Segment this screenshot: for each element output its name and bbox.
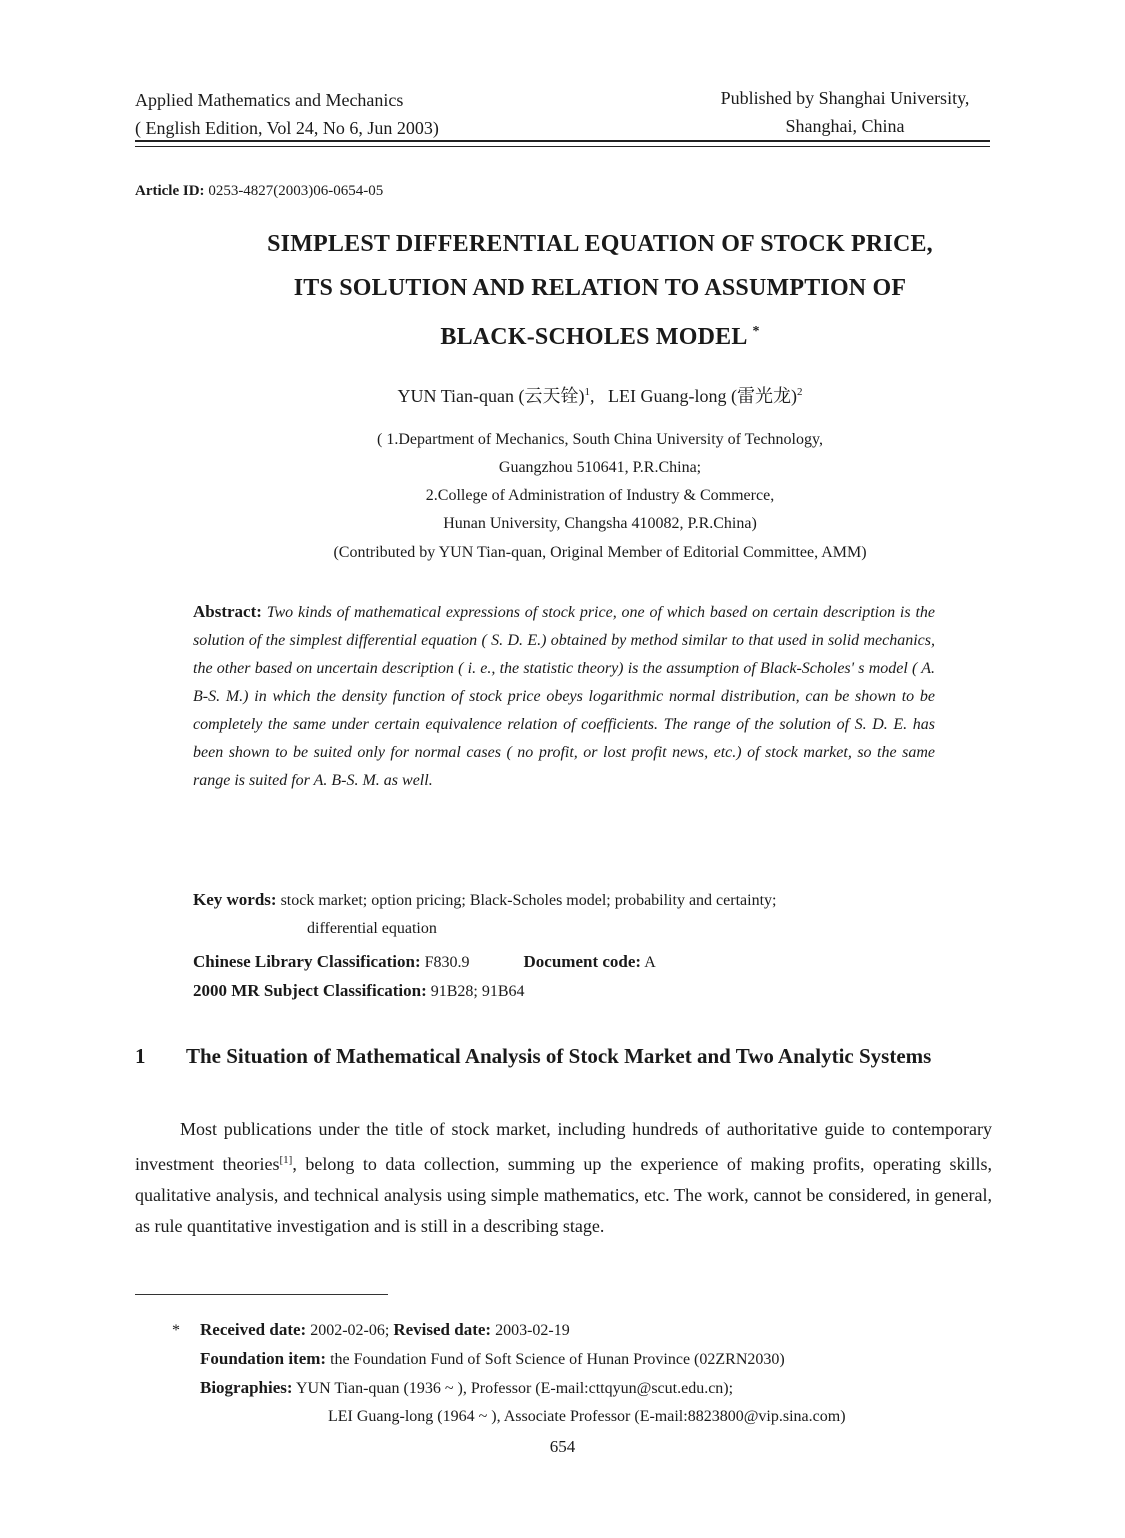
doc-code-value: A xyxy=(644,954,656,971)
affiliations xyxy=(135,426,1065,538)
revised-label: Revised date: xyxy=(393,1320,492,1339)
title-line-3-text: BLACK-SCHOLES MODEL xyxy=(440,324,747,350)
publisher-info xyxy=(680,84,1010,140)
paragraph-text-1: Most publications under the title of stock market, including hundreds of authoritative guide to contemporary investment theories xyxy=(135,1119,992,1174)
classification xyxy=(193,948,973,1006)
contributed-by: (Contributed by YUN Tian-quan, Original Member of Editorial Committee, AMM) xyxy=(333,544,867,561)
author-separator: , xyxy=(590,386,595,406)
journal-edition: ( English Edition, Vol 24, No 6, Jun 2003) xyxy=(135,118,439,138)
abstract xyxy=(193,598,935,795)
keywords-line-1 xyxy=(193,886,953,915)
author-2-affil: 2 xyxy=(796,386,803,398)
keywords-text-1: stock market; option pricing; Black-Scholes model; probability and certainty; xyxy=(280,892,777,909)
received-label: Received date: xyxy=(200,1320,307,1339)
title-line-2: ITS SOLUTION AND RELATION TO ASSUMPTION OF xyxy=(293,275,907,301)
journal-info xyxy=(135,86,439,142)
section-number: 1 xyxy=(135,1044,146,1068)
foundation-label: Foundation item: xyxy=(200,1349,327,1368)
abstract-text: Two kinds of mathematical expressions of stock price, one of which based on certain description is the solution of the simplest differential equation ( S. D. E.) obtained by method similar to that used in solid mechanics, the other based on uncertain description ( i. e., the statistic theory) is the assumption of Black-Scholes' s model ( A. B-S. M.) in which the density function of stock price obeys logarithmic normal distribution, can be shown to be completely the same under certain equivalence relation of coefficients. The range of the solution of S. D. E. has been shown to be suited only for normal cases ( no profit, or lost profit news, etc.) of stock market, so the same range is suited for A. B-S. M. as well. xyxy=(193,604,936,789)
keywords-text-2: differential equation xyxy=(307,920,437,937)
journal-name: Applied Mathematics and Mechanics xyxy=(135,90,404,110)
clc-line xyxy=(193,948,973,977)
body-paragraph xyxy=(135,1114,992,1242)
biography-2: LEI Guang-long (1964 ~ ), Associate Professor (E-mail:8823800@vip.sina.com) xyxy=(328,1408,846,1425)
footnote-rule xyxy=(135,1294,388,1295)
affiliation-line-4: Hunan University, Changsha 410082, P.R.China) xyxy=(443,515,757,532)
page-number: 654 xyxy=(549,1437,576,1456)
article-id-label: Article ID: xyxy=(135,183,205,199)
title-line-3 xyxy=(135,310,1065,359)
revised-value: 2003-02-19 xyxy=(495,1322,570,1339)
mr-label: 2000 MR Subject Classification: xyxy=(193,981,427,1000)
author-1-affil: 1 xyxy=(584,386,591,398)
article-id-value: 0253-4827(2003)06-0654-05 xyxy=(208,183,384,199)
clc-value: F830.9 xyxy=(424,954,470,971)
foundation-line xyxy=(172,1345,1002,1374)
keywords-label: Key words: xyxy=(193,890,277,909)
affiliation-line-1: ( 1.Department of Mechanics, South China University of Technology, xyxy=(377,431,823,448)
received-value: 2002-02-06; xyxy=(310,1322,390,1339)
mr-value: 91B28; 91B64 xyxy=(430,983,525,1000)
title-footnote-mark: * xyxy=(752,324,760,339)
clc-label: Chinese Library Classification: xyxy=(193,952,421,971)
citation-ref[interactable]: [1] xyxy=(279,1154,293,1166)
author-1: YUN Tian-quan (云天铨) xyxy=(397,386,585,406)
publisher-name: Published by Shanghai University, xyxy=(720,88,970,108)
biography-line-1 xyxy=(172,1374,1002,1403)
mr-line xyxy=(193,977,973,1006)
biography-1: YUN Tian-quan (1936 ~ ), Professor (E-mail:cttqyun@scut.edu.cn); xyxy=(295,1380,734,1397)
doc-code-label: Document code: xyxy=(523,952,642,971)
abstract-label: Abstract: xyxy=(193,602,262,621)
footnotes xyxy=(172,1316,1002,1431)
title-line-1: SIMPLEST DIFFERENTIAL EQUATION OF STOCK PRICE, xyxy=(267,231,933,257)
biographies-label: Biographies: xyxy=(200,1378,293,1397)
foundation-value: the Foundation Fund of Soft Science of Hunan Province (02ZRN2030) xyxy=(330,1351,785,1368)
paper-title xyxy=(135,222,1065,359)
affiliation-line-2: Guangzhou 510641, P.R.China; xyxy=(498,459,702,476)
section-title: The Situation of Mathematical Analysis of Stock Market and Two Analytic Systems xyxy=(186,1044,932,1068)
author-list xyxy=(135,382,1065,408)
footnote-star: * xyxy=(172,1322,180,1339)
header-rule-thin xyxy=(135,146,990,147)
publisher-location: Shanghai, China xyxy=(785,116,905,136)
keywords xyxy=(193,886,953,943)
article-id xyxy=(135,183,383,200)
header-rule-thick xyxy=(135,140,990,142)
author-2: LEI Guang-long (雷光龙) xyxy=(608,386,797,406)
affiliation-line-3: 2.College of Administration of Industry & Commerce, xyxy=(425,487,775,504)
paragraph-text-2: , belong to data collection, summing up the experience of making profits, operating skills, qualitative analysis, and technical analysis using simple mathematics, etc. The work, cannot be considered, in general, as rule quantitative investigation and is still in a describing stage. xyxy=(135,1154,992,1236)
dates-line xyxy=(172,1316,1002,1345)
